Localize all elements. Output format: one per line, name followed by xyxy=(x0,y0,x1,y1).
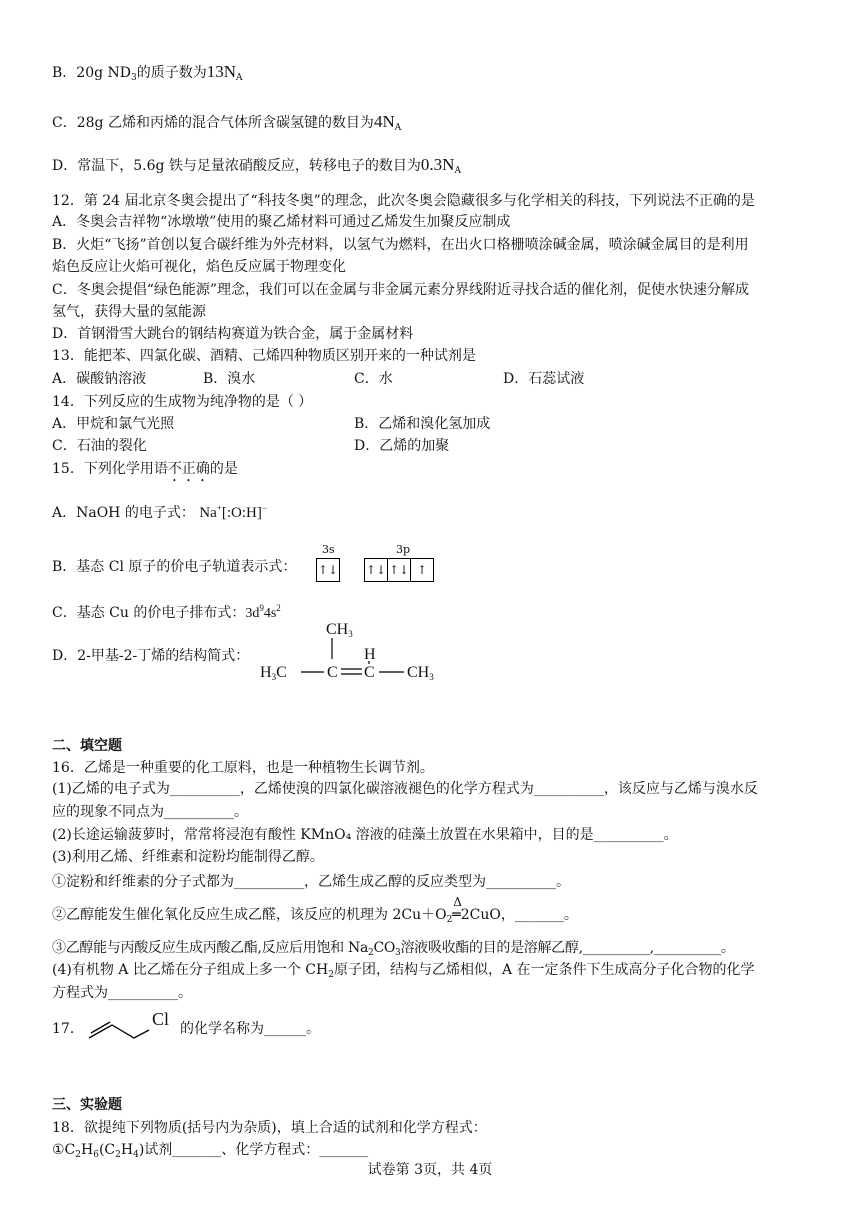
q17-number: 17． xyxy=(52,1021,84,1037)
section-fill-in-title: 二、填空题 xyxy=(52,738,122,754)
q15-emphasis: 不正确 xyxy=(167,461,210,477)
q12-option-c-line1: C．冬奥会提倡“绿色能源”理念，我们可以在金属与非金属元素分界线附近寻找合适的催化剂，促使水快速分解成 xyxy=(52,282,750,298)
structure-ch3-right: $CH_3$ xyxy=(407,664,434,682)
naoh-electron-formula: Na+[:O:H]− xyxy=(199,503,267,521)
orbital-3p-box-2: ↑↓ xyxy=(388,558,411,582)
q12-option-b-line1: B．火炬“飞扬”首创以复合碳纤维为外壳材料，以氢气为燃料，在出火口格栅喷涂碱金属，喷涂碱金属目的是利用 xyxy=(52,237,749,253)
q14-stem: 14．下列反应的生成物为纯净物的是（ ） xyxy=(52,394,313,410)
structure-c1: C xyxy=(327,664,338,681)
q15-option-d-label: D．2-甲基-2-丁烯的结构简式： xyxy=(52,648,250,664)
structure-h3c: $H_3C$ xyxy=(260,664,287,682)
q13-stem: 13．能把苯、四氯化碳、酒精、己烯四种物质区别开来的一种试剂是 xyxy=(52,348,476,364)
q14-option-b: B．乙烯和溴化氢加成 xyxy=(354,416,491,432)
page-footer: 试卷第 3页，共 4页 xyxy=(367,1162,493,1178)
q16-part1-line1: (1)乙烯的电子式为__________，乙烯使溴的四氯化碳溶液褪色的化学方程式为__________，该反应与乙烯与溴水反 xyxy=(52,781,758,797)
q14-option-d: D．乙烯的加聚 xyxy=(354,438,450,454)
chlorine-label: Cl xyxy=(152,1009,170,1029)
q11-option-c: C．28g 乙烯和丙烯的混合气体所含碳氢键的数目为$4N_A$ xyxy=(52,112,402,133)
structure-h: H xyxy=(364,646,376,663)
structure-c2: C xyxy=(364,664,375,681)
q12-stem: 12．第 24 届北京冬奥会提出了“科技冬奥”的理念，此次冬奥会隐藏很多与化学相关的科技，下列说法不正确的是 xyxy=(52,193,755,209)
q13-option-c: C．水 xyxy=(354,371,393,387)
q14-option-a: A．甲烷和氯气光照 xyxy=(52,416,175,432)
orbital-3p-boxes xyxy=(364,558,434,582)
q12-option-d: D．首钢滑雪大跳台的钢结构赛道为铁合金，属于金属材料 xyxy=(52,326,414,342)
q16-part3-2: ②乙醇能发生催化氧化反应生成乙醛，该反应的机理为 $2Cu+O_2$ Δ ═2CuO，_______。 xyxy=(52,895,578,925)
q11-option-d: D．常温下，5.6g 铁与足量浓硝酸反应，转移电子的数目为$0.3N_A$ xyxy=(52,155,461,176)
q16-stem: 16．乙烯是一种重要的化工原料，也是一种植物生长调节剂。 xyxy=(52,760,434,776)
q18-item1: $①C_2H_6(C_2H_4)$试剂_______、化学方程式：_______ xyxy=(52,1142,369,1160)
q12-option-c-line2: 氢气，获得大量的氢能源 xyxy=(52,304,206,320)
q17-text: 的化学名称为______。 xyxy=(180,1021,320,1037)
q16-part2: (2)长途运输菠萝时，常常将浸泡有酸性 KMnO₄ 溶液的硅藻土放置在水果箱中，目的是__________。 xyxy=(52,827,678,843)
q13-option-a: A．碳酸钠溶液 xyxy=(52,371,147,387)
structure-bonds xyxy=(260,620,460,690)
q13-option-d: D．石蕊试液 xyxy=(503,371,585,387)
q12-option-a: A．冬奥会吉祥物“冰墩墩”使用的聚乙烯材料可通过乙烯发生加聚反应制成 xyxy=(52,214,511,230)
orbital-3p-label: 3p xyxy=(396,543,411,556)
delta-symbol: Δ xyxy=(453,895,462,909)
q14-option-c: C．石油的裂化 xyxy=(52,438,147,454)
q18-stem: 18．欲提纯下列物质(括号内为杂质)，填上合适的试剂和化学方程式： xyxy=(52,1120,487,1136)
q15-option-a: A．NaOH 的电子式： Na+[:O:H]− xyxy=(52,503,267,521)
orbital-3s-box: ↑↓ xyxy=(316,558,340,582)
section-experiment-title: 三、实验题 xyxy=(52,1097,122,1113)
q16-part3: (3)利用乙烯、纤维素和淀粉均能制得乙醇。 xyxy=(52,849,324,865)
q15-stem: 15．下列化学用语不正确的是 xyxy=(52,461,238,477)
q15-option-b-label: B．基态 Cl 原子的价电子轨道表示式： xyxy=(52,559,297,575)
q16-part4-line1: (4)有机物 A 比乙烯在分子组成上多一个 $CH_2$原子团，结构与乙烯相似，A 在一定条件下生成高分子化合物的化学 xyxy=(52,962,755,980)
structure-ch3-top: $CH_3$ xyxy=(326,621,353,639)
q15-option-c: C．基态 Cu 的价电子排布式：$3d^94s^2$ xyxy=(52,603,281,621)
orbital-3p-box-3: ↑ xyxy=(411,558,434,582)
q13-option-b: B．溴水 xyxy=(203,371,256,387)
q16-part4-line2: 方程式为__________。 xyxy=(52,985,192,1001)
q11-option-b: B．20g $ND_3$的质子数为$13N_A$ xyxy=(52,62,243,83)
q16-part1-line2: 应的现象不同点为__________。 xyxy=(52,804,248,820)
q16-part3-3: ③乙醇能与丙酸反应生成丙酸乙酯,反应后用饱和 $Na_2CO_3$溶液吸收酯的目的是溶解乙醇,__________,__________。 xyxy=(52,940,735,958)
orbital-3p-box-1: ↑↓ xyxy=(364,558,388,582)
orbital-3s-label: 3s xyxy=(322,543,335,556)
q16-part3-1: ①淀粉和纤维素的分子式都为__________，乙烯生成乙醇的反应类型为__________。 xyxy=(52,874,570,890)
q12-option-b-line2: 焰色反应让火焰可视化，焰色反应属于物理变化 xyxy=(52,259,346,275)
